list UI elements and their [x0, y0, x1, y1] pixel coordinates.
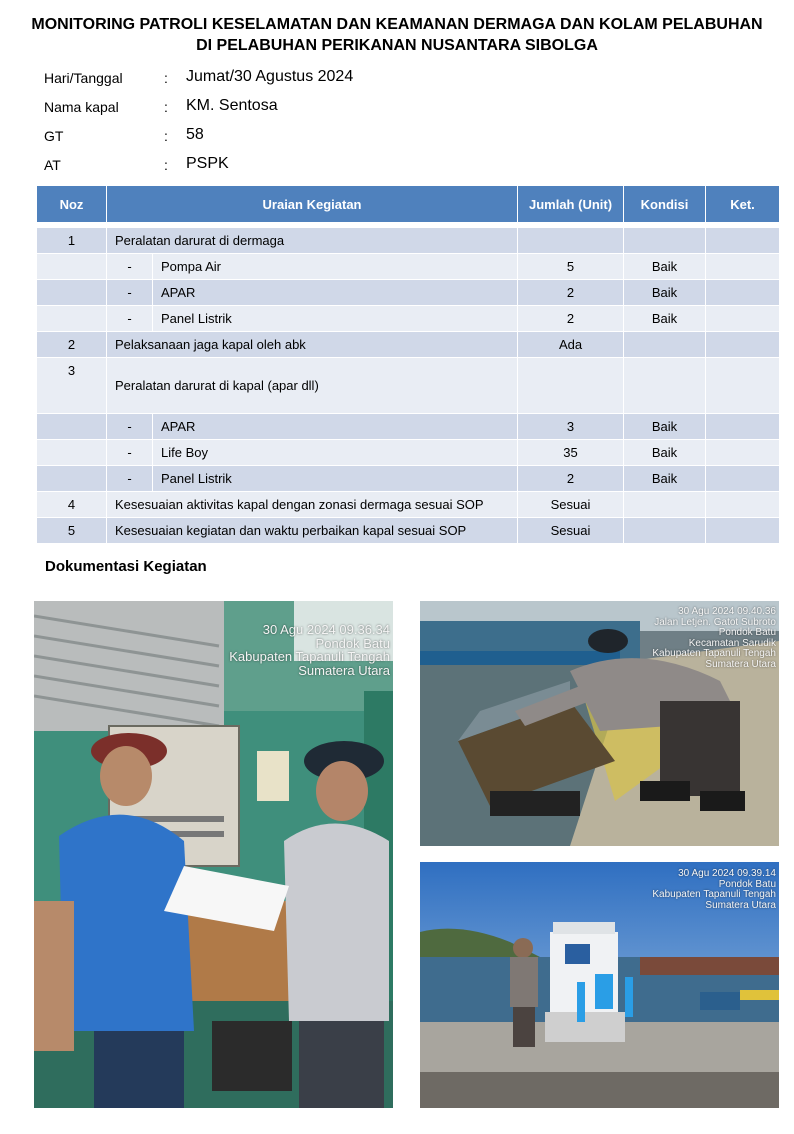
- table-header-row: [37, 186, 780, 223]
- cell-dash: -: [107, 414, 153, 440]
- stamp-location-line: Pondok Batu: [718, 878, 776, 890]
- cell-item: APAR: [153, 280, 518, 306]
- photo-dock-panel-check: [420, 601, 779, 846]
- cell-item: Pompa Air: [153, 254, 518, 280]
- info-colon: :: [164, 128, 168, 144]
- info-row-at: [44, 153, 444, 182]
- cell-no: 2: [37, 332, 107, 358]
- cell-kondisi: Baik: [624, 466, 706, 492]
- info-row-date: [44, 66, 444, 95]
- cell-jumlah: 2: [518, 280, 624, 306]
- cell-jumlah: 2: [518, 466, 624, 492]
- table-row: [37, 332, 780, 358]
- cell-no: 4: [37, 492, 107, 518]
- info-label: Hari/Tanggal: [44, 70, 123, 86]
- stamp-location-line: Pondok Batu: [315, 635, 390, 651]
- cell-item: Panel Listrik: [153, 466, 518, 492]
- header-ket: Ket.: [706, 186, 780, 223]
- cell-item: Life Boy: [153, 440, 518, 466]
- info-value: Jumat/30 Agustus 2024: [186, 68, 354, 85]
- photo-timestamp: [652, 869, 776, 911]
- cell-dash: -: [107, 306, 153, 332]
- info-value: KM. Sentosa: [186, 97, 278, 114]
- info-label: Nama kapal: [44, 99, 119, 115]
- cell-dash: -: [107, 280, 153, 306]
- cell-dash: -: [107, 254, 153, 280]
- photo-ship-panel-inspection: [34, 601, 393, 1108]
- stamp-location-line: Kecamatan Sarudik: [688, 637, 776, 649]
- cell-jumlah: Sesuai: [518, 492, 624, 518]
- cell-kondisi: Baik: [624, 280, 706, 306]
- info-label: AT: [44, 157, 61, 173]
- cell-uraian: Peralatan darurat di dermaga: [107, 228, 518, 254]
- cell-dash: -: [107, 440, 153, 466]
- stamp-datetime: 30 Agu 2024 09.36.34: [262, 622, 390, 637]
- photo-pier-equipment-check: [420, 862, 779, 1108]
- header-uraian: Uraian Kegiatan: [107, 186, 518, 223]
- cell-no: 1: [37, 228, 107, 254]
- table-row: [37, 440, 780, 466]
- cell-kondisi: Baik: [624, 254, 706, 280]
- photo-timestamp: [652, 607, 776, 670]
- cell-kondisi: Baik: [624, 306, 706, 332]
- info-row-gt: [44, 124, 444, 153]
- table-row: [37, 518, 780, 544]
- cell-dash: -: [107, 466, 153, 492]
- photo-timestamp: [229, 623, 390, 678]
- info-colon: :: [164, 70, 168, 86]
- stamp-datetime: 30 Agu 2024 09.40.36: [678, 606, 776, 617]
- documentation-title: Dokumentasi Kegiatan: [45, 558, 207, 575]
- cell-no: 3: [37, 358, 107, 414]
- info-value: 58: [186, 126, 204, 143]
- stamp-location-line: Jalan Letjen. Gatot Subroto: [654, 616, 776, 628]
- table-row: [37, 358, 780, 414]
- header-no: Noz: [37, 186, 107, 223]
- cell-jumlah: 5: [518, 254, 624, 280]
- stamp-location-line: Kabupaten Tapanuli Tengah: [229, 649, 390, 665]
- stamp-location-line: Sumatera Utara: [298, 662, 390, 678]
- document-title: [0, 14, 794, 56]
- info-row-ship-name: [44, 95, 444, 124]
- table-row: [37, 254, 780, 280]
- cell-jumlah: 3: [518, 414, 624, 440]
- stamp-location-line: Sumatera Utara: [705, 658, 776, 670]
- cell-uraian: Kesesuaian aktivitas kapal dengan zonasi dermaga sesuai SOP: [107, 492, 518, 518]
- cell-jumlah: Ada: [518, 332, 624, 358]
- activity-table: [36, 185, 780, 544]
- table-row: [37, 466, 780, 492]
- title-line-1: MONITORING PATROLI KESELAMATAN DAN KEAMANAN DERMAGA DAN KOLAM PELABUHAN: [31, 16, 763, 33]
- title-line-2: DI PELABUHAN PERIKANAN NUSANTARA SIBOLGA: [196, 37, 598, 54]
- cell-jumlah: Sesuai: [518, 518, 624, 544]
- cell-no: 5: [37, 518, 107, 544]
- table-row: [37, 280, 780, 306]
- info-value: PSPK: [186, 155, 229, 172]
- stamp-location-line: Kabupaten Tapanuli Tengah: [652, 648, 776, 659]
- cell-kondisi: Baik: [624, 440, 706, 466]
- info-colon: :: [164, 99, 168, 115]
- cell-jumlah: 2: [518, 306, 624, 332]
- header-jumlah: Jumlah (Unit): [518, 186, 624, 223]
- cell-item: APAR: [153, 414, 518, 440]
- cell-kondisi: Baik: [624, 414, 706, 440]
- stamp-location-line: Kabupaten Tapanuli Tengah: [652, 889, 776, 900]
- stamp-location-line: Sumatera Utara: [705, 899, 776, 911]
- stamp-location-line: Pondok Batu: [718, 627, 776, 638]
- header-kondisi: Kondisi: [624, 186, 706, 223]
- table-row: [37, 306, 780, 332]
- cell-uraian: Pelaksanaan jaga kapal oleh abk: [107, 332, 518, 358]
- info-label: GT: [44, 128, 64, 144]
- table-row: [37, 492, 780, 518]
- table-row: [37, 414, 780, 440]
- stamp-datetime: 30 Agu 2024 09.39.14: [678, 868, 776, 879]
- cell-uraian: Kesesuaian kegiatan dan waktu perbaikan kapal sesuai SOP: [107, 518, 518, 544]
- cell-uraian: Peralatan darurat di kapal (apar dll): [107, 358, 518, 414]
- table-row: [37, 228, 780, 254]
- info-colon: :: [164, 157, 168, 173]
- cell-jumlah: 35: [518, 440, 624, 466]
- cell-item: Panel Listrik: [153, 306, 518, 332]
